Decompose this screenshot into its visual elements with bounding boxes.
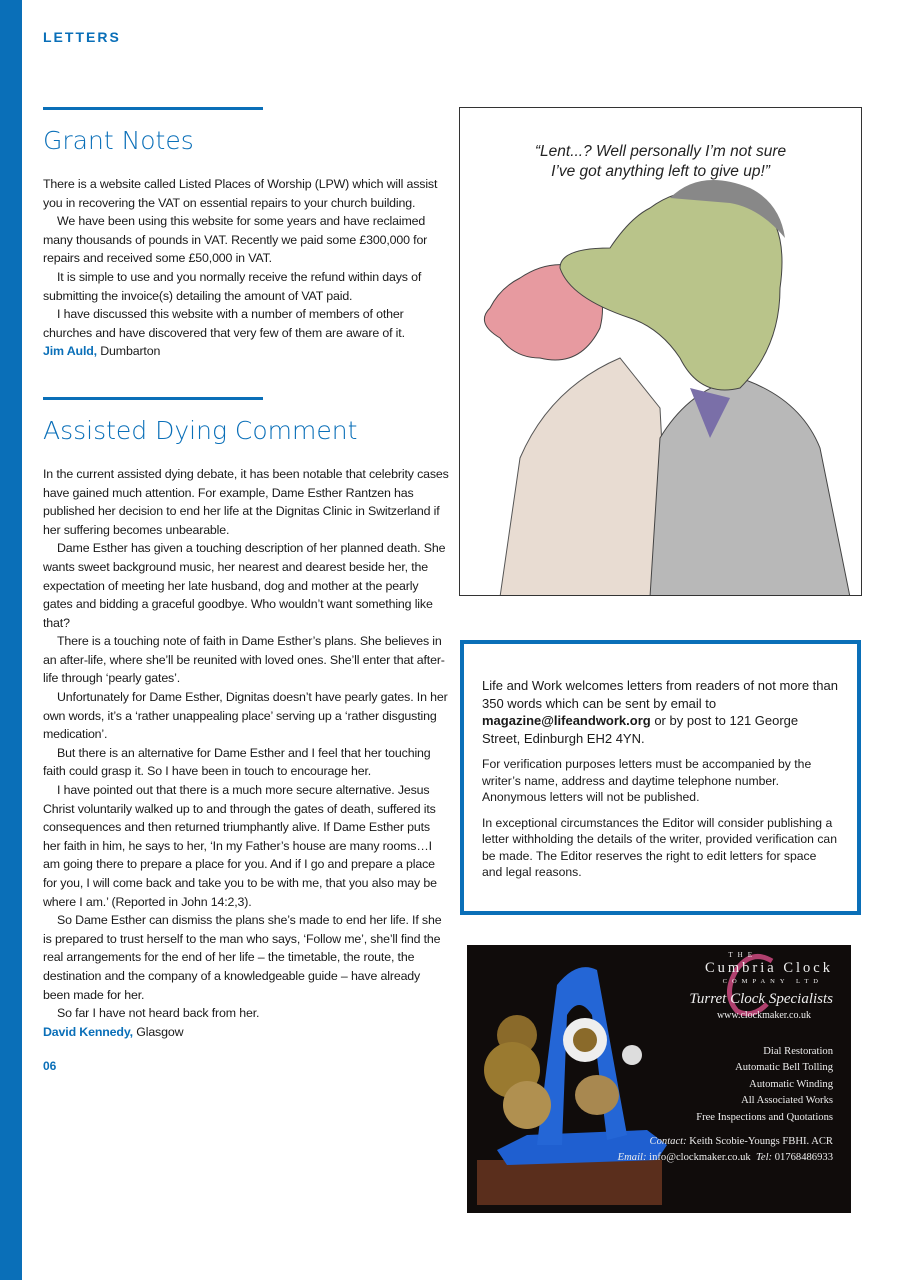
company-name: Cumbria Clock xyxy=(704,960,833,976)
caption-line: I’ve got anything left to give up!” xyxy=(551,163,770,180)
page-number: 06 xyxy=(43,1059,57,1074)
email-label: Email: xyxy=(617,1151,647,1163)
author-location: Glasgow xyxy=(132,1024,184,1039)
contact-block xyxy=(618,1134,833,1165)
caption-line: “Lent...? Well personally I’m not sure xyxy=(534,143,787,160)
author-name: David Kennedy, xyxy=(43,1024,133,1039)
paragraph: I have discussed this website with a number of members of other churches and have discovered that very few of them are aware of it. xyxy=(43,307,405,340)
service-item: Automatic Winding xyxy=(749,1078,833,1090)
cumbria-clock-advert xyxy=(467,945,851,1213)
divider xyxy=(43,107,263,110)
letters-column xyxy=(43,107,449,1073)
editor-info: In exceptional circumstances the Editor will consider publishing a letter withholding the details of the writer, provided verification can be made. The Editor reserves the right to edit letters for space and legal reasons. xyxy=(482,815,837,879)
page-sidebar-bar xyxy=(0,0,22,1280)
service-item: Free Inspections and Quotations xyxy=(696,1111,833,1123)
letters-policy-box xyxy=(460,640,861,915)
email-link[interactable]: magazine@lifeandwork.org xyxy=(482,713,651,728)
paragraph: There is a touching note of faith in Dame Esther’s plans. She believes in an after-life, where she’ll be reunited with loved ones. She’ll enter that after-life through ‘pearly gates’. xyxy=(43,634,445,686)
text: or by post to 121 George Street, Edinburgh EH2 4YN. xyxy=(482,713,799,746)
advert-text xyxy=(618,951,833,1165)
paragraph: Unfortunately for Dame Esther, Dignitas doesn’t have pearly gates. In her own words, it’s a ‘rather unappealing place’ serving up a ‘rather disgusting medication’. xyxy=(43,690,448,742)
logo-the: THE xyxy=(728,951,757,959)
services-list xyxy=(696,1044,833,1126)
signature xyxy=(43,342,449,361)
divider xyxy=(43,397,263,400)
letter-title: Assisted Dying Comment xyxy=(43,415,358,445)
paragraph: So Dame Esther can dismiss the plans she’s made to end her life. If she is prepared to trust herself to the man who says, ‘Follow me’, she’ll find the real arrangements for the end of her life – the timetable, the route, the destination and the company of a knowledgeable guide – have already been made for her. xyxy=(43,913,442,1002)
author-name: Jim Auld, xyxy=(43,344,97,359)
ad-website[interactable]: www.clockmaker.co.uk xyxy=(716,1010,811,1021)
submission-info xyxy=(482,677,839,747)
paragraph: I have pointed out that there is a much more secure alternative. Jesus Christ voluntarily walked up to and through the gates of death, suffered its consequences and then returned triumphantly alive. If Dame Esther puts her faith in him, he says to her, ‘In my Father’s house are many rooms…I am going there to prepare a place for you. And if I go and prepare a place for you, I will come back and take you to be with me, that you also may be where I am.’ (Reported in John 14:2,3). xyxy=(43,783,437,909)
cartoon xyxy=(459,107,862,596)
letter-title: Grant Notes xyxy=(43,126,194,155)
email-value[interactable]: info@clockmaker.co.uk xyxy=(646,1151,751,1163)
paragraph: In the current assisted dying debate, it has been notable that celebrity cases have gained much attention. For example, Dame Esther Rantzen has published her decision to end her life at the Dignitas Clinic in Switzerland if her suffering becomes unbearable. xyxy=(43,466,449,537)
paragraph: Dame Esther has given a touching description of her planned death. She wants sweet background music, her nearest and dearest beside her, the expectation of meeting her late husband, dog and mother at the pearly gates and bidding a graceful goodbye. Who wouldn’t want something like that? xyxy=(43,541,446,630)
tel-value: 01768486933 xyxy=(772,1151,833,1163)
service-item: All Associated Works xyxy=(741,1095,833,1107)
company-ltd: COMPANY LTD xyxy=(722,978,823,985)
letter-body xyxy=(43,175,449,361)
paragraph: We have been using this website for some years and have reclaimed many thousands of pounds in VAT. Recently we paid some £300,000 for repairs and received some £50,000 in VAT. xyxy=(43,214,428,266)
service-item: Automatic Bell Tolling xyxy=(735,1062,833,1074)
contact-name: Keith Scobie-Youngs FBHI. ACR xyxy=(686,1136,833,1148)
author-location: Dumbarton xyxy=(96,344,161,359)
verification-info: For verification purposes letters must be accompanied by the writer’s name, address and daytime telephone number. Anonymous letters will not be published. xyxy=(482,757,812,804)
spacer xyxy=(43,361,449,397)
section-label: LETTERS xyxy=(43,29,121,45)
paragraph: It is simple to use and you normally receive the refund within days of submitting the invoice(s) detailing the amount of VAT paid. xyxy=(43,269,422,303)
signature xyxy=(43,1023,449,1042)
letter-body xyxy=(43,465,449,1041)
text: Life and Work welcomes letters from readers of not more than 350 words which can be sent by email to xyxy=(482,678,838,711)
cartoon-caption xyxy=(460,142,861,182)
paragraph: There is a website called Listed Places of Worship (LPW) which will assist you in recovering the VAT on essential repairs to your church building. xyxy=(43,177,438,210)
contact-label: Contact: xyxy=(649,1136,687,1148)
paragraph: So far I have not heard back from her. xyxy=(57,1006,260,1021)
ad-tagline: Turret Clock Specialists xyxy=(689,991,833,1007)
paragraph: But there is an alternative for Dame Esther and I feel that her touching faith could grasp it. So I have been in touch to encourage her. xyxy=(43,745,431,779)
tel-label: Tel: xyxy=(755,1151,773,1163)
service-item: Dial Restoration xyxy=(763,1046,833,1057)
